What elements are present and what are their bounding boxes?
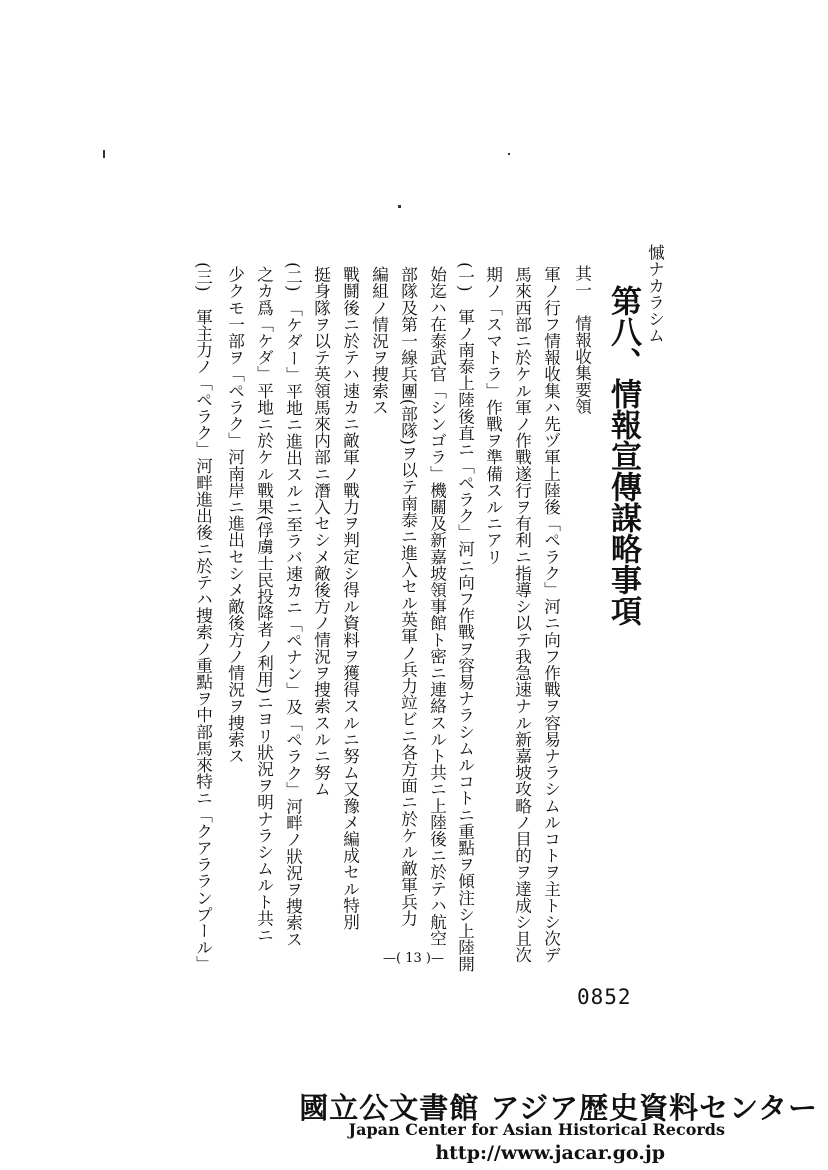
footer-institution-en: Japan Center for Asian Historical Records	[348, 1120, 725, 1139]
page-number: —( 13 )—	[383, 951, 444, 966]
text-column-4: 期ノ「スマトラ」作戰ヲ準備スルニアリ	[483, 266, 503, 565]
footer-institution-jp: 國立公文書館 アジア歴史資料センター	[299, 1091, 818, 1125]
scan-speck	[508, 153, 510, 155]
footer-url[interactable]: http://www.jacar.go.jp	[435, 1142, 665, 1164]
reference-number: 0852	[577, 985, 632, 1009]
scan-speck	[398, 205, 401, 208]
text-column-8: 編組ノ情況ヲ捜索ス	[369, 266, 389, 416]
text-column-5: (一) 軍ノ南泰上陸後直ニ「ペラク」河ニ向フ作戰ヲ容易ナラシムルコトニ重點ヲ傾注シ上陸開	[455, 262, 475, 973]
text-column-3: 馬來西部ニ於ケル軍ノ作戰遂行ヲ有利ニ指導シ以テ我急速ナル新嘉坡攻略ノ目的ヲ達成シ且次	[512, 266, 532, 964]
text-column-7: 部隊及第一線兵團(部隊)ヲ以テ南泰ニ進入セル英軍ノ兵力竝ビニ各方面ニ於ケル敵軍兵力	[398, 266, 418, 927]
scan-speck	[103, 150, 105, 158]
text-column-14: (三) 軍主力ノ「ペラク」河畔進出後ニ於テハ捜索ノ重點ヲ中部馬來特ニ「クアラランプール」	[193, 262, 213, 973]
text-column-1: 其一 情報收集要領	[572, 265, 592, 415]
text-column-11: (二) 「ケダー」平地ニ進出スルニ至ラバ速カニ「ペナン」及「ペラク」河畔ノ狀況ヲ捜索ス	[283, 262, 303, 948]
text-column-10: 挺身隊ヲ以テ英領馬來内部ニ潛入セシメ敵後方ノ情況ヲ捜索スルニ努ム	[311, 266, 331, 798]
text-column-2: 軍ノ行フ情報收集ハ先ヅ軍上陸後「ペラク」河ニ向フ作戰ヲ容易ナラシムルコトヲ主トシ次デ	[541, 266, 561, 964]
text-column-12: 之カ爲「ケダ」平地ニ於ケル戰果(俘虜士民投降者ノ利用)ニヨリ狀況ヲ明ナラシムルト共ニ	[254, 266, 274, 943]
text-column-6: 始迄ハ在泰武官「シンゴラ」機關及新嘉坡領事館ト密ニ連絡スルト共ニ上陸後ニ於テハ航空	[427, 266, 447, 947]
text-column-0: 慽ナカラシム	[645, 244, 665, 344]
text-column-13: 少クモ一部ヲ「ペラク」河南岸ニ進出セシメ敵後方ノ情況ヲ捜索ス	[225, 266, 245, 764]
section-heading: 第八、情報宣傳謀略事項	[605, 285, 641, 626]
text-column-9: 戰鬪後ニ於テハ速カニ敵軍ノ戰力ヲ判定シ得ル資料ヲ獲得スルニ努ム又豫メ編成セル特別	[340, 266, 360, 930]
